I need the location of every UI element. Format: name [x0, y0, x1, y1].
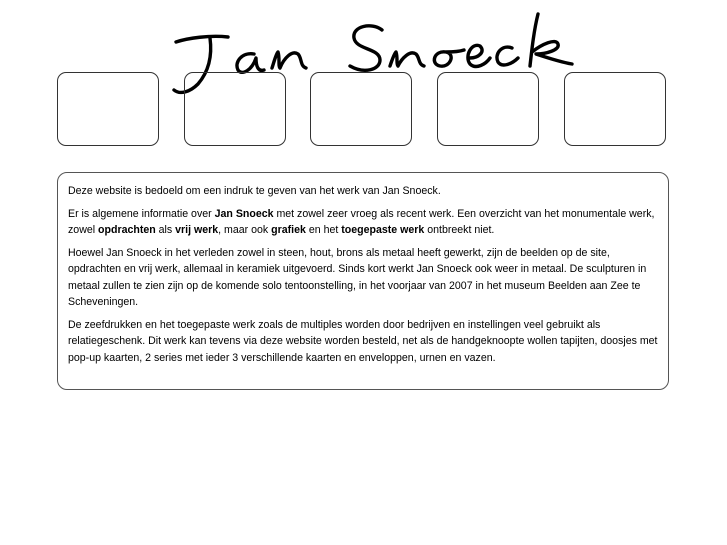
link-vrij-werk[interactable]: vrij werk [175, 224, 219, 236]
p2-text-5: en het [305, 224, 342, 236]
nav-box-4[interactable] [437, 72, 539, 146]
nav-boxes [57, 72, 668, 148]
intro-paragraph-1: Deze website is bedoeld om een indruk te geven van het werk van Jan Snoeck. [68, 185, 441, 197]
intro-paragraph-3: Hoewel Jan Snoeck in het verleden zowel in steen, hout, brons als metaal heeft gewerkt, zijn de beelden op de site, opdrachten en vrij werk, allemaal in keramiek uitgevoerd. Sinds kort werkt Jan Snoeck ook weer in metaal. De sculpturen in metaal zullen te zien zijn op de komende solo tentoonstelling, in het voorjaar van 2007 in het museum Beelden aan Zee te Scheveningen. [68, 246, 647, 308]
nav-box-5[interactable] [564, 72, 666, 146]
nav-box-3[interactable] [310, 72, 412, 146]
intro-content [57, 172, 669, 390]
link-jan-snoeck[interactable]: Jan Snoeck [214, 207, 274, 220]
p2-text-1: Er is algemene informatie over [68, 207, 215, 220]
p2-text-6: ontbreekt niet. [424, 224, 495, 236]
intro-paragraph-2 [68, 206, 658, 239]
p2-text-4: , maar ook [218, 224, 272, 236]
p2-text-3: als [155, 224, 176, 236]
link-grafiek[interactable]: grafiek [271, 224, 306, 236]
nav-box-1[interactable] [57, 72, 159, 146]
intro-paragraph-4: De zeefdrukken en het toegepaste werk zoals de multiples worden door bedrijven en instellingen veel gebruikt als relatiegeschenk. Dit werk kan tevens via deze website worden besteld, net als de handgeknoopte wollen tapijten, doosjes met pop-up kaarten, 2 series met ieder 3 verschillende kaarten en enveloppen, urnen en vazen. [68, 318, 658, 364]
p2-text-2: met zowel zeer vroeg als recent werk. Een overzicht van het monumentale werk, zowel [68, 207, 655, 236]
link-opdrachten[interactable]: opdrachten [98, 224, 156, 236]
link-toegepaste-werk[interactable]: toegepaste werk [341, 224, 425, 236]
nav-box-2[interactable] [184, 72, 286, 146]
